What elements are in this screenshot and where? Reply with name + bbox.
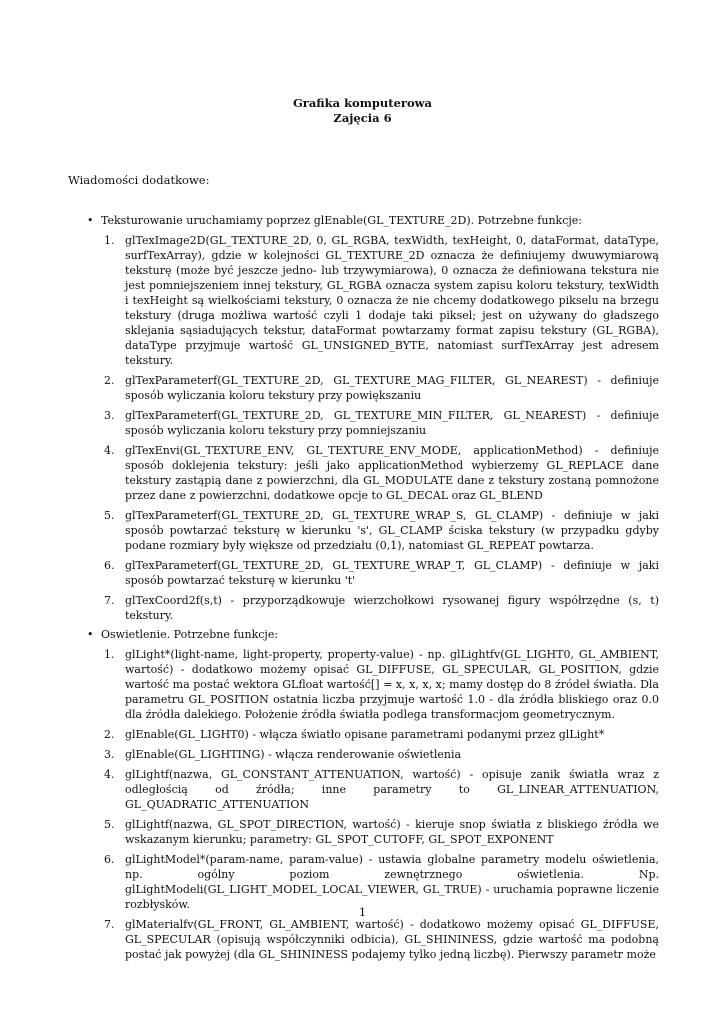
list-item-number: 5. (104, 509, 115, 522)
list-item-number: 6. (104, 559, 115, 572)
list-item-number: 1. (104, 648, 115, 661)
list-item (101, 852, 659, 912)
list-item-text: glLightModel*(param-name, param-value) - ustawia globalne parametry modelu oświetlenia, np. ogólny poziom zewnętrznego oświetlenia. Np. glLightModeli(GL_LIGHT_MODEL_LOCAL_VIEWER, GL_TRUE) - uruchamia poprawne liczenie rozbłysków. (125, 853, 659, 911)
section-heading: Teksturowanie uruchamiamy poprzez glEnable(GL_TEXTURE_2D). Potrzebne funkcje: (101, 214, 583, 227)
list-item-text: glTexCoord2f(s,t) - przyporządkowuje wierzchołkowi rysowanej figury współrzędne (s, t) tekstury. (125, 594, 659, 622)
list-item (101, 917, 659, 962)
document-subtitle: Zajęcia 6 (333, 111, 392, 125)
page-number: 1 (358, 905, 367, 919)
list-item-number: 5. (104, 818, 115, 831)
list-item-number: 3. (104, 409, 115, 422)
document-header (0, 96, 725, 126)
list-item (101, 647, 659, 722)
list-item (101, 767, 659, 812)
section-texturing (87, 213, 659, 623)
list-item-text: glLightf(nazwa, GL_SPOT_DIRECTION, wartość) - kieruje snop światła z bliskiego źródła we wskazanym kierunku; parametry: GL_SPOT_CUTOFF, GL_SPOT_EXPONENT (125, 818, 659, 846)
list-item-number: 4. (104, 768, 115, 781)
list-item (101, 373, 659, 403)
list-item-text: glTexImage2D(GL_TEXTURE_2D, 0, GL_RGBA, texWidth, texHeight, 0, dataFormat, dataType, surfTexArray), gdzie w kolejności GL_TEXTURE_2D oznacza że definiujemy dwuwymiarową teksturę (może być jeszcze jedno- lub trzywymiarowa), 0 oznacza że definiowana tekstura nie jest pomniejszeniem innej tekstury, GL_RGBA oznacza system zapisu koloru tekstury, texWidth i texHeight są wielkościami tekstury, 0 oznacza że nie chcemy dodatkowego pikselu na brzegu tekstury (druga możliwa wartość czyli 1 dodaje taki piksel; jest on używany do gładszego sklejania sąsiadujących tekstur, dataFormat powtarzamy format zapisu tekstury (GL_RGBA), dataType przyjmuje wartość GL_UNSIGNED_BYTE, natomiast surfTexArray jest adresem tekstury. (125, 234, 659, 367)
list-item-number: 2. (104, 374, 115, 387)
document-body (87, 213, 659, 962)
section-heading: Oswietlenie. Potrzebne funkcje: (101, 628, 279, 641)
list-item-text: glTexEnvi(GL_TEXTURE_ENV, GL_TEXTURE_ENV_MODE, applicationMethod) - definiuje sposób doklejenia tekstury: jeśli jako applicationMethod wybierzemy GL_REPLACE dane tekstury zastąpią dane z powierzchni, dla GL_MODULATE dane z tekstury zostaną pomnożone przez dane z powierzchni, dodatkowe opcje to GL_DECAL oraz GL_BLEND (125, 444, 659, 502)
list-item-number: 6. (104, 853, 115, 866)
list-item-text: glEnable(GL_LIGHT0) - włącza światło opisane parametrami podanymi przez glLight* (125, 728, 605, 741)
list-item (101, 747, 659, 762)
list-item (101, 443, 659, 503)
list-item (101, 558, 659, 588)
list-item-text: glMaterialfv(GL_FRONT, GL_AMBIENT, wartość) - dodatkowo możemy opisać GL_DIFFUSE, GL_SPECULAR (opisują współczynniki odbicia), GL_SHININESS, gdzie wartość ma podobną postać jak powyżej (dla GL_SHININESS podajemy tylko jedną liczbę). Pierwszy parametr może (125, 918, 659, 961)
list-item-number: 7. (104, 594, 115, 607)
list-item (101, 593, 659, 623)
list-item-text: glTexParameterf(GL_TEXTURE_2D, GL_TEXTURE_WRAP_T, GL_CLAMP) - definiuje w jaki sposób powtarzać teksturę w kierunku 't' (125, 559, 659, 587)
intro-text: Wiadomości dodatkowe: (68, 173, 210, 187)
list-item (101, 817, 659, 847)
list-item-text: glLight*(light-name, light-property, property-value) - np. glLightfv(GL_LIGHT0, GL_AMBIENT, wartość) - dodatkowo możemy opisać GL_DIFFUSE, GL_SPECULAR, GL_POSITION, gdzie wartość ma postać wektora GLfloat wartość[] = x, x, x, x; mamy dostęp do 8 źródeł światła. Dla parametru GL_POSITION ostatnia liczba przyjmuje wartość 1.0 - dla źródła bliskiego oraz 0.0 dla źródła dalekiego. Położenie źródła światła podlega transformacjom geometrycznym. (125, 648, 659, 721)
bullet-marker: • (87, 214, 94, 227)
list-item-number: 7. (104, 918, 115, 931)
list-item (101, 233, 659, 368)
list-item (101, 408, 659, 438)
list-item (101, 508, 659, 553)
list-item-text: glTexParameterf(GL_TEXTURE_2D, GL_TEXTURE_WRAP_S, GL_CLAMP) - definiuje w jaki sposób powtarzać teksturę w kierunku 's', GL_CLAMP ściska tekstury (w przypadku gdyby podane rozmiary były większe od przedziału (0,1), natomiast GL_REPEAT powtarza. (125, 509, 659, 552)
list-item-text: glLightf(nazwa, GL_CONSTANT_ATTENUATION, wartość) - opisuje zanik światła wraz z odległością od źródła; inne parametry to GL_LINEAR_ATTENUATION, GL_QUADRATIC_ATTENUATION (125, 768, 659, 811)
document-title: Grafika komputerowa (292, 96, 433, 110)
list-item-number: 3. (104, 748, 115, 761)
list-item-text: glTexParameterf(GL_TEXTURE_2D, GL_TEXTURE_MIN_FILTER, GL_NEAREST) - definiuje sposób wyliczania koloru tekstury przy pomniejszaniu (125, 409, 659, 437)
list-item (101, 727, 659, 742)
bullet-marker: • (87, 628, 94, 641)
list-item-number: 2. (104, 728, 115, 741)
list-item-text: glTexParameterf(GL_TEXTURE_2D, GL_TEXTURE_MAG_FILTER, GL_NEAREST) - definiuje sposób wyliczania koloru tekstury przy powiększaniu (125, 374, 659, 402)
list-item-number: 4. (104, 444, 115, 457)
list-item-text: glEnable(GL_LIGHTING) - włącza renderowanie oświetlenia (125, 748, 462, 761)
list-item-number: 1. (104, 234, 115, 247)
